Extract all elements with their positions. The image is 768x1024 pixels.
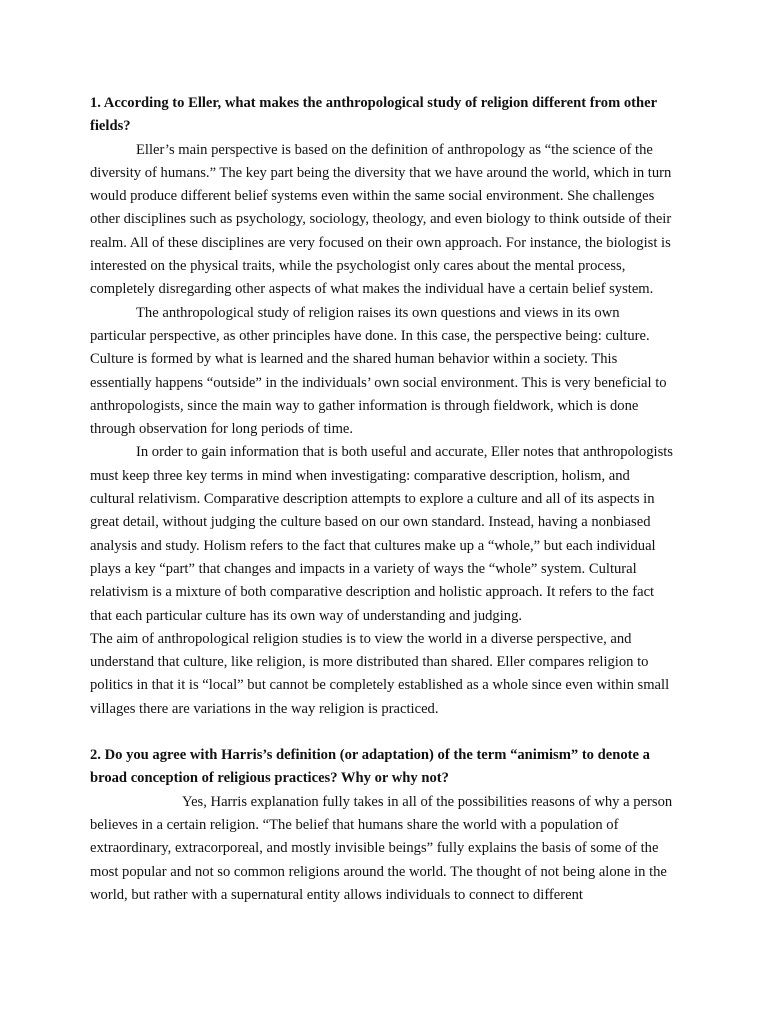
answer-1-paragraph-4: The aim of anthropological religion studies is to view the world in a diverse perspective, and understand that culture, like religion, is more distributed than shared. Eller compares religion to politics in that it is “local” but cannot be completely established as a whole since even within small villages there are variations in the way religion is practiced.: [90, 630, 670, 717]
answer-1-paragraph-3: In order to gain information that is both useful and accurate, Eller notes that anthropologists must keep three key terms in mind when investigating: comparative description, holism, and cultural relativism. Comparative description attempts to explore a culture and all of its aspects in great detail, without judging the culture based on our own standard. Instead, having a nonbiased analysis and study. Holism refers to the fact that cultures make up a “whole,” but each individual plays a key “part” that changes and impacts in a variety of ways the “whole” system. Cultural relativism is a mixture of both comparative description and holistic approach. It refers to the fact that each particular culture has its own way of understanding and judging.: [90, 444, 673, 624]
question-2-heading: 2. Do you agree with Harris’s definition (or adaptation) of the term “animism” to denote a broad conception of religious practices? Why or why not?: [90, 747, 650, 787]
question-1-heading: 1. According to Eller, what makes the anthropological study of religion different from other fields?: [90, 95, 657, 135]
answer-2-paragraph-1: Yes, Harris explanation fully takes in all of the possibilities reasons of why a person believes in a certain religion. “The belief that humans share the world with a population of extraordinary, extracorporeal, and mostly invisible beings” fully explains the basis of some of the most popular and not so common religions around the world. The thought of not being alone in the world, but rather with a supernatural entity allows individuals to connect to different: [90, 793, 673, 903]
section-spacer: [90, 721, 678, 744]
answer-1-paragraph-2: The anthropological study of religion raises its own questions and views in its own particular perspective, as other principles have done. In this case, the perspective being: culture. Culture is formed by what is learned and the shared human behavior within a society. This essentially happens “outside” in the individuals’ own social environment. This is very beneficial to anthropologists, since the main way to gather information is through fieldwork, which is done through observation for long periods of time.: [90, 304, 667, 438]
answer-1-paragraph-1: Eller’s main perspective is based on the definition of anthropology as “the science of the diversity of humans.” The key part being the diversity that we have around the world, which in turn would produce different belief systems even within the same social environment. She challenges other disciplines such as psychology, sociology, theology, and even biology to think outside of their realm. All of these disciplines are very focused on their own approach. For instance, the biologist is interested on the physical traits, while the psychologist only cares about the mental process, completely disregarding other aspects of what makes the individual have a certain belief system.: [90, 141, 672, 298]
